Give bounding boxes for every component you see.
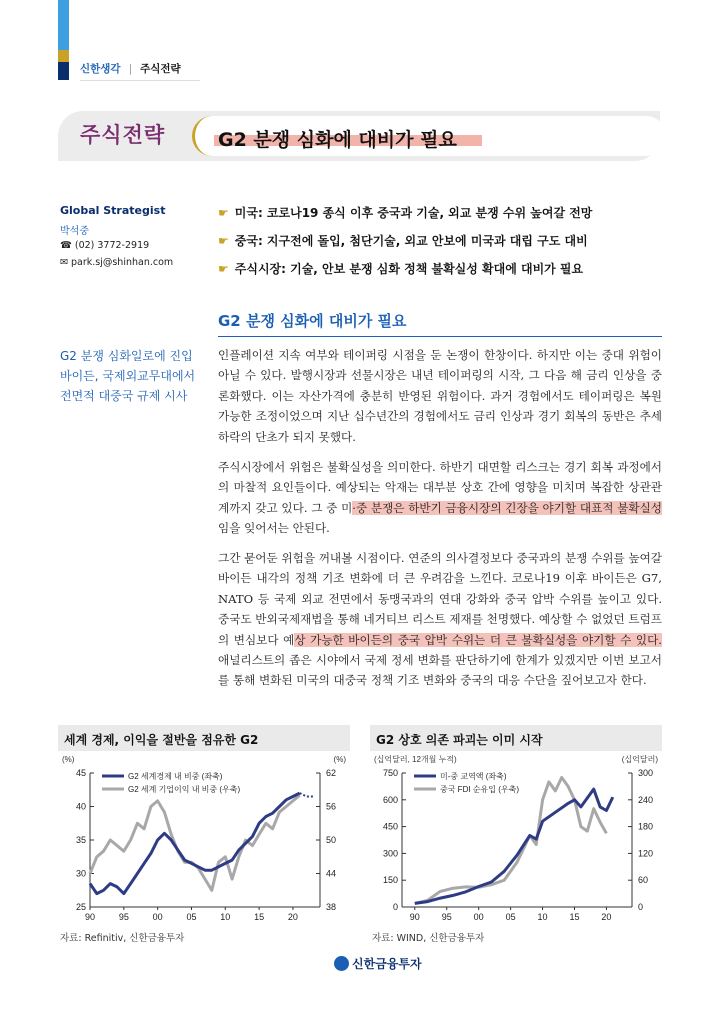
- y-right-tick-label: 240: [638, 794, 654, 805]
- y-right-unit: (%): [333, 755, 346, 764]
- y-left-tick-label: 750: [382, 768, 398, 778]
- y-right-tick-label: 60: [638, 875, 649, 886]
- x-tick-label: 90: [409, 912, 420, 922]
- x-tick-label: 90: [84, 912, 96, 922]
- y-right-tick-label: 180: [638, 821, 654, 832]
- y-left-unit: (%): [62, 755, 75, 764]
- y-left-tick-label: 0: [392, 902, 398, 912]
- footer-logo: [334, 955, 422, 972]
- legend-label: 미-중 교역액 (좌축): [440, 772, 507, 781]
- author-phone-number: (02) 3772-2919: [74, 240, 150, 251]
- summary-bullet-text: 주식시장: 기술, 안보 분쟁 심화 정책 불확실성 확대에 대비가 필요: [234, 262, 584, 276]
- body-paragraph-2: [218, 457, 662, 539]
- section-title: G2 분쟁 심화에 대비가 필요: [218, 312, 407, 330]
- phone-icon: ☎: [60, 240, 75, 251]
- summary-bullet-text: 미국: 코로나19 종식 이후 중국과 기술, 외교 분쟁 수위 높여갈 전망: [234, 206, 593, 220]
- x-tick-label: 10: [220, 912, 231, 922]
- paragraph-text: 그간 묻어둔 위험을 꺼내볼 시점이다. 연준의 의사결정보다 중국과의 분쟁 수위를 높여갈 바이든 내각의 정책 기조 변화에 더 큰 우려감을 느낀다. 코로나19 이후 바이든은 G7, NATO 등 국제 외교 전면에서 동맹국과의 연대 강화와 중국 압박 수위를 높이고 있다. 중국도 반외국제재법을 통해 네거티브 리스트 제재를 천명했다. 예상할 수 없었던 트럼프의 변심보다 예: [218, 551, 662, 647]
- header-accent-bar-light: [58, 0, 69, 50]
- author-name: 박석중: [60, 226, 89, 237]
- series-line-primary: [90, 793, 300, 894]
- x-tick-label: 15: [254, 912, 265, 922]
- x-tick-label: 00: [152, 912, 163, 922]
- y-left-tick-label: 450: [382, 821, 398, 832]
- chart-1-title: 세계 경제, 이익을 절반을 점유한 G2: [64, 733, 259, 747]
- mail-icon: ✉: [60, 257, 71, 268]
- series-projection-line: [300, 793, 314, 796]
- author-phone: [60, 240, 149, 251]
- pointer-icon: ☛: [218, 262, 229, 276]
- highlighted-text: 상 가능한 바이든의 중국 압박 수위는 더 큰 불확실성을 야기할 수 있다.: [294, 632, 662, 647]
- page-title: G2 분쟁 심화에 대비가 필요: [218, 129, 457, 151]
- summary-bullet: [218, 260, 583, 277]
- paragraph-text: 주식시장에서 위험은 불확실성을 의미한다. 하반기 대면할 리스크는 경기 회복 과정에서의 마찰적 요인들이다. 예상되는 악재는 대부분 상호 간에 영향을 미치며 복잡한 상관관계까지 갖고 있다. 그 중 미: [218, 460, 662, 515]
- y-right-tick-label: 0: [638, 902, 644, 912]
- paragraph-text: 임을 잊어서는 안된다.: [218, 521, 330, 536]
- paragraph-text: 애널리스트의 좁은 시야에서 국제 정세 변화를 판단하기에 한계가 있겠지만 이번 보고서를 통해 변화된 미국의 대중국 정책 기조 변화와 중국의 대응 수단을 짚어보고자 한다.: [218, 653, 662, 688]
- sidebar-note: G2 분쟁 심화일로에 진입 바이든, 국제외교무대에서 전면적 대중국 규제 시사: [60, 349, 196, 403]
- chart-1: [58, 751, 350, 929]
- chart-1-source: 자료: Refinitiv, 신한금융투자: [60, 933, 185, 944]
- series-line-secondary: [90, 795, 300, 890]
- header-accent-bar-gold: [58, 50, 69, 62]
- y-right-tick-label: 56: [326, 801, 337, 812]
- x-tick-label: 95: [441, 912, 452, 922]
- author-role: Global Strategist: [60, 204, 166, 217]
- breadcrumb-category[interactable]: 주식전략: [140, 63, 181, 75]
- x-tick-label: 10: [537, 912, 548, 922]
- legend-label: G2 세계경제 내 비중 (좌축): [128, 772, 223, 781]
- x-tick-label: 05: [186, 912, 197, 922]
- series-line-primary: [415, 789, 613, 903]
- breadcrumb-divider: [80, 80, 200, 81]
- pointer-icon: ☛: [218, 206, 229, 220]
- y-left-tick-label: 45: [75, 768, 86, 778]
- x-tick-label: 00: [473, 912, 484, 922]
- banner-label: 주식전략: [80, 123, 166, 147]
- y-left-unit: (십억달러, 12개월 누적): [374, 755, 457, 764]
- body-paragraph-3: [218, 548, 662, 691]
- x-tick-label: 20: [601, 912, 612, 922]
- breadcrumb-separator: |: [128, 63, 133, 75]
- y-left-tick-label: 300: [382, 848, 398, 859]
- y-left-tick-label: 40: [75, 801, 86, 812]
- y-left-tick-label: 600: [382, 794, 398, 805]
- summary-bullet: [218, 204, 592, 221]
- pointer-icon: ☛: [218, 234, 229, 248]
- shinhan-logo-icon: [334, 956, 349, 971]
- y-right-tick-label: 38: [326, 902, 337, 912]
- x-tick-label: 20: [287, 912, 298, 922]
- body-paragraph-1: 인플레이션 지속 여부와 테이퍼링 시점을 둔 논쟁이 한창이다. 하지만 이는 중대 위험이 아닐 수 있다. 발행시장과 선물시장은 내년 테이퍼링의 시작, 그 다음 해 금리 인상을 중론화했다. 이는 자산가격에 충분히 반영된 위험이다. 과거 경험에서도 테이퍼링은 복원 가능한 조정이었으며 지난 십수년간의 경험에서도 금리 인상과 경기 회복의 동반은 추세 하락의 단초가 되지 못했다.: [218, 348, 662, 444]
- y-left-tick-label: 25: [75, 902, 86, 912]
- y-right-tick-label: 300: [638, 768, 654, 778]
- highlighted-text: ·중 분쟁은 하반기 금융시장의 긴장을 야기할 대표적 불확실성: [352, 500, 662, 515]
- y-left-tick-label: 35: [75, 835, 86, 845]
- breadcrumb: [80, 61, 181, 76]
- chart-2-source: 자료: WIND, 신한금융투자: [372, 933, 485, 944]
- summary-bullet: [218, 232, 588, 249]
- legend-label: G2 세계 기업이익 내 비중 (우축): [128, 785, 241, 794]
- y-right-tick-label: 44: [326, 868, 337, 879]
- y-left-tick-label: 30: [75, 868, 86, 879]
- legend-label: 중국 FDI 순유입 (우축): [440, 785, 519, 794]
- chart-2-title: G2 상호 의존 파괴는 이미 시작: [376, 733, 543, 747]
- y-right-tick-label: 62: [326, 768, 337, 778]
- author-email: [60, 257, 173, 268]
- y-right-unit: (십억달러): [621, 755, 658, 764]
- summary-bullet-text: 중국: 지구전에 돌입, 첨단기술, 외교 안보에 미국과 대립 구도 대비: [234, 234, 588, 248]
- breadcrumb-section[interactable]: 신한생각: [80, 63, 121, 75]
- y-right-tick-label: 120: [638, 848, 654, 859]
- footer-logo-text: 신한금융투자: [352, 957, 422, 971]
- chart-2: [370, 751, 662, 929]
- author-email-address[interactable]: park.sj@shinhan.com: [70, 257, 174, 268]
- y-left-tick-label: 150: [382, 875, 398, 886]
- section-divider: [218, 336, 662, 337]
- x-tick-label: 95: [118, 912, 129, 922]
- x-tick-label: 05: [505, 912, 516, 922]
- x-tick-label: 15: [569, 912, 580, 922]
- series-line-secondary: [415, 778, 607, 904]
- y-right-tick-label: 50: [326, 835, 337, 845]
